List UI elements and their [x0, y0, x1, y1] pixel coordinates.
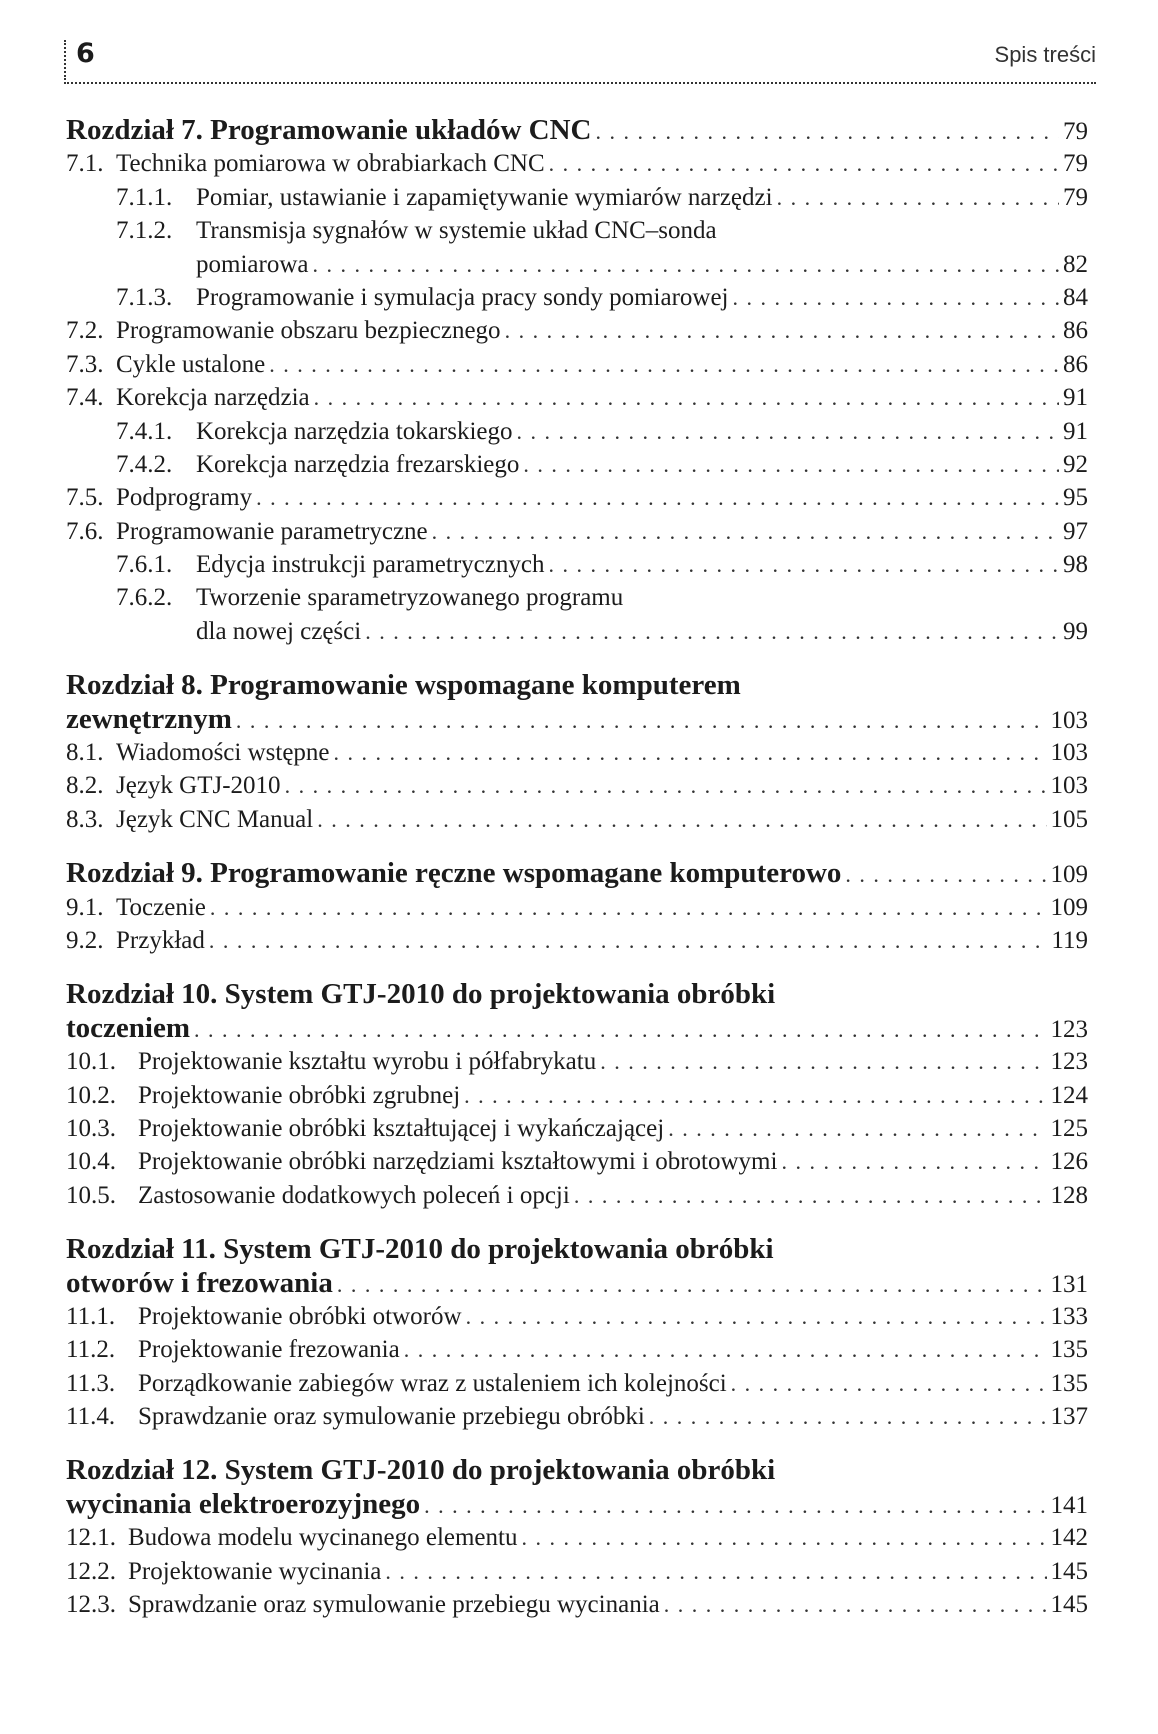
toc-entry-title: Projektowanie obróbki zgrubnej — [138, 1081, 461, 1109]
dot-leader — [365, 615, 1059, 648]
toc-entry-number: 7.1.3. — [116, 283, 173, 311]
toc-entry — [66, 1521, 1088, 1554]
toc-entry-title: Projektowanie obróbki narzędziami kształtowymi i obrotowymi — [138, 1148, 778, 1176]
dot-leader — [600, 1045, 1046, 1078]
toc-entry-title: Przykład — [116, 926, 205, 954]
toc-entry-title: Zastosowanie dodatkowych poleceń i opcji — [138, 1181, 570, 1209]
toc-entry-number: 7.4.1. — [116, 417, 173, 445]
dot-leader — [269, 348, 1059, 381]
toc-entry-page: 86 — [1063, 350, 1088, 378]
toc-entry — [66, 891, 1088, 924]
toc-entry — [66, 1367, 1088, 1400]
toc-entry-title: Korekcja narzędzia frezarskiego — [196, 450, 520, 478]
toc-entry-page: 135 — [1050, 1369, 1088, 1397]
toc-entry-page: 133 — [1050, 1302, 1088, 1330]
toc-entry-page: 137 — [1050, 1403, 1088, 1431]
toc-entry-page: 95 — [1063, 484, 1088, 512]
toc-entry-page: 142 — [1050, 1524, 1088, 1552]
toc-entry-title: Edycja instrukcji parametrycznych — [196, 551, 545, 579]
dot-leader — [668, 1112, 1046, 1145]
toc-entry-page: 123 — [1050, 1015, 1088, 1043]
toc-entry-number: 7.6.2. — [116, 584, 173, 612]
toc-entry-number: 9.1. — [66, 893, 104, 921]
toc-entry-number: 10.5. — [66, 1181, 116, 1209]
dot-leader — [523, 448, 1059, 481]
dot-leader — [236, 704, 1047, 737]
toc-entry-page: 79 — [1063, 183, 1088, 211]
toc-entry-page: 131 — [1050, 1270, 1088, 1298]
toc-entry-title: Sprawdzanie oraz symulowanie przebiegu wycinania — [128, 1591, 660, 1619]
toc-entry-title: Wiadomości wstępne — [116, 739, 330, 767]
toc-entry — [66, 481, 1088, 514]
running-header — [64, 38, 1096, 84]
dot-leader — [337, 1268, 1047, 1301]
dot-leader — [649, 1400, 1047, 1433]
toc-chapter-entry — [66, 114, 1088, 147]
toc-entry-page: 79 — [1063, 150, 1088, 178]
toc-entry — [66, 615, 1088, 648]
dot-leader — [845, 858, 1046, 891]
toc-entry-title: dla nowej części — [196, 617, 362, 645]
toc-entry-title: Rozdział 10. System GTJ-2010 do projektowania obróbki — [66, 978, 776, 1011]
toc-entry-title: Programowanie i symulacja pracy sondy pomiarowej — [196, 283, 729, 311]
toc-entry — [66, 1112, 1088, 1145]
dot-leader — [317, 803, 1046, 836]
toc-entry-page: 125 — [1050, 1114, 1088, 1142]
toc-chapter-entry — [66, 1012, 1088, 1045]
dot-leader — [574, 1179, 1047, 1212]
toc-entry — [66, 548, 1088, 581]
toc-entry — [66, 515, 1088, 548]
toc-entry-number: 11.2. — [66, 1336, 116, 1364]
dot-leader — [334, 736, 1047, 769]
toc-entry-title: Programowanie parametryczne — [116, 517, 428, 545]
dot-leader — [731, 1367, 1047, 1400]
toc-entry-page: 97 — [1063, 517, 1088, 545]
toc-entry-title: Porządkowanie zabiegów wraz z ustaleniem ich kolejności — [138, 1369, 727, 1397]
toc-entry — [66, 214, 1088, 247]
toc-entry — [66, 1079, 1088, 1112]
toc-entry-number: 7.5. — [66, 484, 104, 512]
toc-entry — [66, 1588, 1088, 1621]
toc-entry-number: 9.2. — [66, 926, 104, 954]
dot-leader — [781, 1145, 1046, 1178]
toc-entry-title: Tworzenie sparametryzowanego programu — [196, 584, 624, 612]
dot-leader — [664, 1588, 1047, 1621]
toc-entry-number: 10.3. — [66, 1114, 116, 1142]
toc-entry-title: Rozdział 11. System GTJ-2010 do projektowania obróbki — [66, 1233, 774, 1266]
toc-entry-number: 7.4.2. — [116, 450, 173, 478]
toc-entry — [66, 348, 1088, 381]
toc-entry-title: Projektowanie kształtu wyrobu i półfabrykatu — [138, 1048, 597, 1076]
toc-chapter-entry — [66, 857, 1088, 890]
toc-entry-page: 92 — [1063, 450, 1088, 478]
toc-chapter-entry — [66, 1233, 1088, 1266]
toc-entry — [66, 181, 1088, 214]
toc-entry-number: 11.1. — [66, 1302, 116, 1330]
toc-entry-title: Sprawdzanie oraz symulowanie przebiegu obróbki — [138, 1403, 645, 1431]
toc-entry-number: 7.1. — [66, 150, 104, 178]
toc-entry — [66, 281, 1088, 314]
toc-entry — [66, 924, 1088, 957]
dot-leader — [466, 1300, 1047, 1333]
toc-chapter-entry — [66, 669, 1088, 702]
toc-entry-page: 91 — [1063, 417, 1088, 445]
toc-entry-page: 126 — [1050, 1148, 1088, 1176]
toc-entry-number: 8.3. — [66, 805, 104, 833]
toc-entry-number: 10.1. — [66, 1048, 116, 1076]
toc-entry — [66, 1045, 1088, 1078]
toc-entry — [66, 1300, 1088, 1333]
toc-entry-number: 10.2. — [66, 1081, 116, 1109]
toc-entry — [66, 803, 1088, 836]
toc-entry-title: Projektowanie obróbki otworów — [138, 1302, 462, 1330]
toc-entry-title: Język CNC Manual — [116, 805, 314, 833]
toc-entry — [66, 314, 1088, 347]
toc-entry-number: 12.3. — [66, 1591, 116, 1619]
toc-entry-title: Projektowanie obróbki kształtującej i wykańczającej — [138, 1114, 665, 1142]
dot-leader — [385, 1555, 1046, 1588]
toc-chapter-entry — [66, 1267, 1088, 1300]
toc-entry — [66, 1400, 1088, 1433]
running-title: Spis treści — [994, 42, 1096, 67]
toc-entry-title: Technika pomiarowa w obrabiarkach CNC — [116, 150, 545, 178]
dot-leader — [548, 548, 1059, 581]
toc-entry-title: Język GTJ-2010 — [116, 772, 281, 800]
toc-entry-title: zewnętrznym — [66, 702, 232, 735]
toc-chapter-entry — [66, 703, 1088, 736]
toc-entry-title: toczeniem — [66, 1011, 190, 1044]
toc-chapter-entry — [66, 978, 1088, 1011]
toc-entry-title: Budowa modelu wycinanego elementu — [128, 1524, 518, 1552]
toc-entry-title: Korekcja narzędzia tokarskiego — [196, 417, 513, 445]
toc-entry-title: Korekcja narzędzia — [116, 384, 310, 412]
toc-entry-page: 82 — [1063, 250, 1088, 278]
toc-entry-number: 10.4. — [66, 1148, 116, 1176]
page-number: 6 — [76, 38, 95, 69]
toc-entry-title: Rozdział 9. Programowanie ręczne wspomagane komputerowo — [66, 857, 842, 890]
toc-entry-page: 103 — [1050, 706, 1088, 734]
dot-leader — [521, 1521, 1046, 1554]
toc-entry-page: 84 — [1063, 283, 1088, 311]
toc-entry — [66, 248, 1088, 281]
dot-leader — [464, 1079, 1046, 1112]
toc-entry-page: 145 — [1050, 1557, 1088, 1585]
toc-entry — [66, 1555, 1088, 1588]
dot-leader — [432, 515, 1059, 548]
toc-entry-page: 109 — [1050, 893, 1088, 921]
toc-entry-page: 86 — [1063, 317, 1088, 345]
toc-entry-title: Pomiar, ustawianie i zapamiętywanie wymiarów narzędzi — [196, 183, 773, 211]
toc-entry-page: 103 — [1050, 772, 1088, 800]
toc-entry — [66, 147, 1088, 180]
toc-entry — [66, 381, 1088, 414]
toc-entry-title: Cykle ustalone — [116, 350, 266, 378]
toc-entry-page: 105 — [1050, 805, 1088, 833]
toc-entry-page: 79 — [1063, 118, 1088, 145]
toc-entry-page: 98 — [1063, 551, 1088, 579]
toc-entry-number: 7.3. — [66, 350, 104, 378]
dot-leader — [549, 147, 1059, 180]
toc-entry-title: Transmisja sygnałów w systemie układ CNC–sonda — [196, 217, 717, 245]
toc-entry-number: 8.1. — [66, 739, 104, 767]
toc-entry-title: Projektowanie wycinania — [128, 1557, 382, 1585]
dot-leader — [210, 891, 1047, 924]
dot-leader — [424, 1489, 1046, 1522]
toc-entry-number: 7.4. — [66, 384, 104, 412]
toc-entry-page: 99 — [1063, 617, 1088, 645]
toc-entry — [66, 1179, 1088, 1212]
toc-entry — [66, 448, 1088, 481]
toc-entry-number: 11.4. — [66, 1403, 116, 1431]
dot-leader — [733, 281, 1060, 314]
table-of-contents — [66, 114, 1088, 1621]
toc-entry-number: 12.1. — [66, 1524, 116, 1552]
dot-leader — [256, 481, 1059, 514]
toc-entry-title: Rozdział 7. Programowanie układów CNC — [66, 114, 592, 146]
toc-entry-page: 128 — [1050, 1181, 1088, 1209]
toc-entry-page: 135 — [1050, 1336, 1088, 1364]
toc-entry-title: Rozdział 8. Programowanie wspomagane komputerem — [66, 669, 741, 702]
toc-entry-page: 145 — [1050, 1591, 1088, 1619]
toc-entry-number: 12.2. — [66, 1557, 116, 1585]
toc-entry-title: otworów i frezowania — [66, 1266, 333, 1299]
toc-entry-title: pomiarowa — [196, 250, 309, 278]
toc-entry — [66, 1333, 1088, 1366]
toc-entry-number: 11.3. — [66, 1369, 116, 1397]
toc-chapter-entry — [66, 1454, 1088, 1487]
dot-leader — [505, 314, 1059, 347]
dot-leader — [314, 381, 1059, 414]
toc-entry-title: wycinania elektroerozyjnego — [66, 1487, 421, 1520]
toc-entry-page: 141 — [1050, 1491, 1088, 1519]
dot-leader — [595, 115, 1059, 148]
toc-entry-page: 124 — [1050, 1081, 1088, 1109]
toc-entry-title: Programowanie obszaru bezpiecznego — [116, 317, 501, 345]
toc-entry — [66, 1145, 1088, 1178]
dot-leader — [777, 181, 1059, 214]
toc-entry-number: 7.2. — [66, 317, 104, 345]
toc-entry-number: 7.1.1. — [116, 183, 173, 211]
dot-leader — [517, 415, 1059, 448]
toc-entry — [66, 769, 1088, 802]
toc-entry — [66, 415, 1088, 448]
toc-entry-title: Toczenie — [116, 893, 206, 921]
toc-entry-number: 7.6. — [66, 517, 104, 545]
toc-entry-title: Projektowanie frezowania — [138, 1336, 400, 1364]
toc-chapter-entry — [66, 1488, 1088, 1521]
toc-entry-page: 109 — [1050, 861, 1088, 889]
dot-leader — [404, 1333, 1047, 1366]
toc-entry — [66, 581, 1088, 614]
toc-entry-page: 123 — [1050, 1048, 1088, 1076]
dot-leader — [285, 769, 1047, 802]
toc-entry-number: 7.1.2. — [116, 217, 173, 245]
toc-entry-page: 119 — [1051, 926, 1088, 954]
dot-leader — [312, 248, 1059, 281]
dot-leader — [194, 1013, 1047, 1046]
toc-entry-page: 103 — [1050, 739, 1088, 767]
toc-entry-number: 7.6.1. — [116, 551, 173, 579]
toc-entry-page: 91 — [1063, 384, 1088, 412]
dot-leader — [209, 924, 1048, 957]
toc-entry-title: Podprogramy — [116, 484, 253, 512]
toc-entry — [66, 736, 1088, 769]
toc-entry-number: 8.2. — [66, 772, 104, 800]
toc-entry-title: Rozdział 12. System GTJ-2010 do projektowania obróbki — [66, 1454, 776, 1487]
